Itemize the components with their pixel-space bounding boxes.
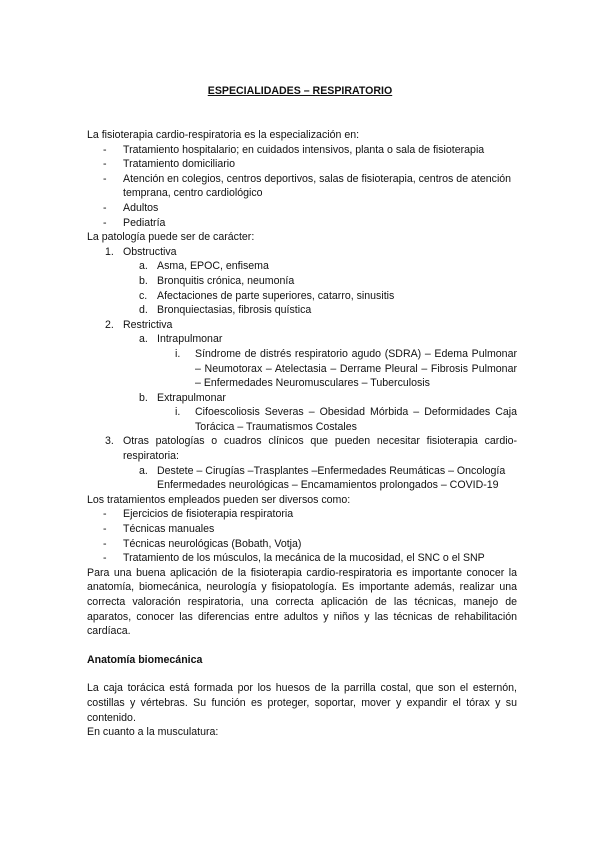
letter-marker: c. [139, 289, 148, 302]
list-item [87, 143, 517, 158]
numbered-item-label: Otras patologías o cuadros clínicos que pueden necesitar fisioterapia cardio-respiratoria: [123, 435, 517, 463]
list-item [87, 522, 517, 537]
list-item [87, 216, 517, 231]
numbered-item-label: Restrictiva [123, 318, 173, 331]
roman-item-text: Cifoescoliosis Severas – Obesidad Mórbida – Deformidades Caja Torácica – Traumatismos Costales [195, 406, 517, 433]
list-item-text: Técnicas manuales [123, 523, 215, 536]
sub-item-extrapulmonar [87, 391, 517, 406]
roman-marker: i. [175, 406, 181, 419]
sub-item [87, 259, 517, 274]
musculatura-text: En cuanto a la musculatura: [87, 726, 219, 739]
dash-marker: - [103, 158, 107, 171]
roman-item [87, 347, 517, 391]
sub-item-text: Destete – Cirugías –Trasplantes –Enfermedades Reumáticas – Oncología Enfermedades neurológicas – Encamamientos prolongados – COVID-19 [157, 464, 506, 492]
roman-item [87, 405, 517, 434]
dash-marker: - [103, 523, 107, 536]
list-item-text: Técnicas neurológicas (Bobath, Votja) [123, 537, 302, 550]
dash-marker: - [103, 508, 107, 521]
sub-item [87, 274, 517, 289]
letter-marker: a. [139, 333, 148, 346]
list-item [87, 507, 517, 522]
list-item [87, 157, 517, 172]
numbered-item-label: Obstructiva [123, 245, 177, 258]
anatomia-paragraph: La caja torácica está formada por los huesos de la parrilla costal, que son el esternón, costillas y vértebras. Su función es proteger, soportar, mover y expandir el tórax y su contenido. [87, 682, 517, 724]
numbered-item-otras [87, 434, 517, 463]
dash-marker: - [103, 216, 107, 229]
roman-marker: i. [175, 347, 181, 360]
list-item-text: Ejercicios de fisioterapia respiratoria [123, 508, 294, 521]
document-body [87, 128, 517, 740]
intro-list [87, 143, 517, 231]
sub-item-intrapulmonar [87, 332, 517, 347]
numbered-item-restrictiva [87, 318, 517, 333]
list-item-text: Tratamiento domiciliario [123, 158, 236, 171]
spacer [87, 667, 517, 681]
number-marker: 2. [105, 318, 114, 331]
dash-marker: - [103, 537, 107, 550]
sub-item [87, 289, 517, 304]
list-item-text: Tratamiento de los músculos, la mecánica de la mucosidad, el SNC o el SNP [123, 552, 485, 565]
aplicacion-paragraph: Para una buena aplicación de la fisioterapia cardio-respiratoria es importante conocer la anatomía, biomecánica, neurología y fisiopatología. Es importante además, realizar una correcta valoración respiratoria, una correcta aplicación de las técnicas, manejo de aparatos, conocer las diferencias entre adultos y niños y las técnicas de rehabilitación cardíaca. [87, 566, 517, 638]
patologia-intro: La patología puede ser de carácter: [87, 231, 255, 244]
sub-item-text: Afectaciones de parte superiores, catarro, sinusitis [157, 289, 395, 302]
sub-item [87, 464, 517, 493]
intro-text: La fisioterapia cardio-respiratoria es la especialización en: [87, 129, 360, 141]
sub-item-text: Extrapulmonar [157, 391, 226, 404]
number-marker: 1. [105, 245, 114, 258]
sub-item-text: Asma, EPOC, enfisema [157, 260, 269, 273]
dash-marker: - [103, 143, 107, 156]
sub-item-text: Bronquitis crónica, neumonía [157, 274, 295, 287]
list-item [87, 201, 517, 216]
tratamientos-list [87, 507, 517, 565]
number-marker: 3. [105, 435, 114, 448]
dash-marker: - [103, 201, 107, 214]
dash-marker: - [103, 552, 107, 565]
list-item-text: Atención en colegios, centros deportivos, salas de fisioterapia, centros de atención temprana, centro cardiológico [123, 172, 512, 200]
page-title: ESPECIALIDADES – RESPIRATORIO [207, 85, 393, 97]
section-heading-anatomia: Anatomía biomecánica [87, 653, 203, 666]
list-item-text: Adultos [123, 201, 159, 214]
list-item [87, 172, 517, 201]
letter-marker: b. [139, 391, 148, 404]
letter-marker: b. [139, 274, 148, 287]
dash-marker: - [103, 172, 107, 185]
roman-item-text: Síndrome de distrés respiratorio agudo (SDRA) – Edema Pulmonar – Neumotorax – Atelectasia – Derrame Pleural – Fibrosis Pulmonar – Enfermedades Neuromusculares – Tuberculosis [195, 347, 517, 390]
list-item [87, 551, 517, 566]
letter-marker: a. [139, 464, 148, 477]
list-item [87, 537, 517, 552]
sub-item-text: Bronquiectasias, fibrosis quística [157, 304, 312, 317]
letter-marker: a. [139, 260, 148, 273]
sub-item [87, 303, 517, 318]
tratamientos-intro: Los tratamientos empleados pueden ser diversos como: [87, 493, 351, 506]
numbered-item-obstructiva [87, 245, 517, 260]
list-item-text: Pediatría [123, 216, 166, 229]
sub-item-text: Intrapulmonar [157, 333, 223, 346]
spacer [87, 639, 517, 653]
letter-marker: d. [139, 304, 148, 317]
list-item-text: Tratamiento hospitalario; en cuidados intensivos, planta o sala de fisioterapia [123, 143, 485, 156]
